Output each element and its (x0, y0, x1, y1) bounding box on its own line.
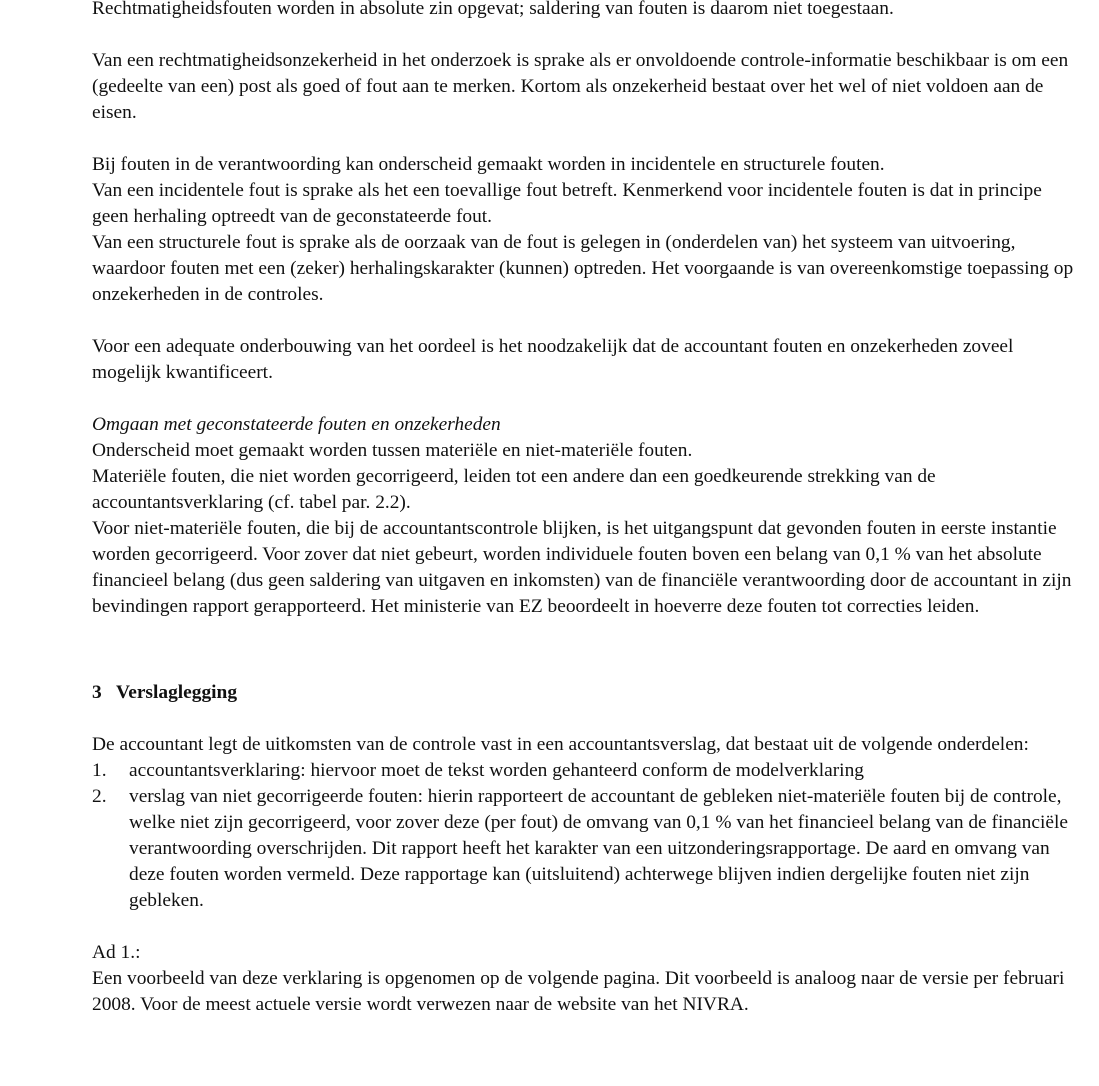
section-heading (92, 680, 1082, 706)
spacer (92, 386, 1082, 412)
onderdelen-list (92, 758, 1082, 914)
paragraph-structurele-fout: Van een structurele fout is sprake als de oorzaak van de fout is gelegen in (onderdelen van) het systeem van uitvoering, waardoor fouten met een (zeker) herhalingskarakter (kunnen) optreden. Het voorgaande is van overeenkomstige toepassing op onzekerheden in de controles. (92, 232, 1074, 305)
spacer (92, 126, 1082, 152)
paragraph-verslag-intro: De accountant legt de uitkomsten van de controle vast in een accountantsverslag, dat bestaat uit de volgende onderdelen: (92, 734, 1029, 755)
spacer (92, 22, 1082, 48)
paragraph-kwantificeren: Voor een adequate onderbouwing van het oordeel is het noodzakelijk dat de accountant fouten en onzekerheden zoveel mogelijk kwantificeert. (92, 336, 1014, 383)
paragraph-saldering: Rechtmatigheidsfouten worden in absolute zin opgevat; saldering van fouten is daarom niet toegestaan. (92, 0, 894, 19)
paragraph-materiele-fouten: Materiële fouten, die niet worden gecorrigeerd, leiden tot een andere dan een goedkeurende strekking van de accountantsverklaring (cf. tabel par. 2.2). (92, 466, 936, 513)
document-page (92, 0, 1082, 1018)
list-item (92, 758, 1082, 784)
paragraph-voorbeeld: Een voorbeeld van deze verklaring is opgenomen op de volgende pagina. Dit voorbeeld is analoog naar de versie per februari 2008. Voor de meest actuele versie wordt verwezen naar de website van het NIVRA. (92, 968, 1065, 1015)
spacer (92, 706, 1082, 732)
paragraph-incidentele-fout: Van een incidentele fout is sprake als het een toevallige fout betreft. Kenmerkend voor incidentele fouten is dat in principe geen herhaling optreedt van de geconstateerde fout. (92, 180, 1042, 227)
spacer (92, 914, 1082, 940)
list-item-text: verslag van niet gecorrigeerde fouten: hierin rapporteert de accountant de gebleken niet-materiële fouten bij de controle, welke niet zijn gecorrigeerd, voor zover deze (per fout) de omvang van 0,1 % van het financieel belang van de financiële verantwoording overschrijden. Dit rapport heeft het karakter van een uitzonderingsrapportage. De aard en omvang van deze fouten worden vermeld. Deze rapportage kan (uitsluitend) achterwege blijven indien dergelijke fouten niet zijn gebleken. (129, 786, 1068, 911)
spacer (92, 308, 1082, 334)
paragraph-onzekerheid: Van een rechtmatigheidsonzekerheid in het onderzoek is sprake als er onvoldoende controle-informatie beschikbaar is om een (gedeelte van een) post als goed of fout aan te merken. Kortom als onzekerheid bestaat over het wel of niet voldoen aan de eisen. (92, 50, 1069, 123)
list-marker: 2. (92, 786, 107, 807)
paragraph-fouten-onderscheid: Bij fouten in de verantwoording kan onderscheid gemaakt worden in incidentele en structurele fouten. (92, 154, 885, 175)
paragraph-materieel-onderscheid: Onderscheid moet gemaakt worden tussen materiële en niet-materiële fouten. (92, 440, 693, 461)
list-item (92, 784, 1082, 914)
section-number: 3 (92, 682, 102, 703)
spacer (92, 620, 1082, 672)
list-marker: 1. (92, 760, 107, 781)
section-title: Verslaglegging (116, 682, 238, 703)
ad-label: Ad 1.: (92, 942, 141, 963)
subsection-title: Omgaan met geconstateerde fouten en onzekerheden (92, 414, 501, 435)
paragraph-niet-materiele-fouten: Voor niet-materiële fouten, die bij de accountantscontrole blijken, is het uitgangspunt dat gevonden fouten in eerste instantie worden gecorrigeerd. Voor zover dat niet gebeurt, worden individuele fouten boven een belang van 0,1 % van het absolute financieel belang (dus geen saldering van uitgaven en inkomsten) van de financiële verantwoording door de accountant in zijn bevindingen rapport gerapporteerd. Het ministerie van EZ beoordeelt in hoeverre deze fouten tot correcties leiden. (92, 518, 1072, 617)
list-item-text: accountantsverklaring: hiervoor moet de tekst worden gehanteerd conform de modelverklaring (129, 760, 864, 781)
